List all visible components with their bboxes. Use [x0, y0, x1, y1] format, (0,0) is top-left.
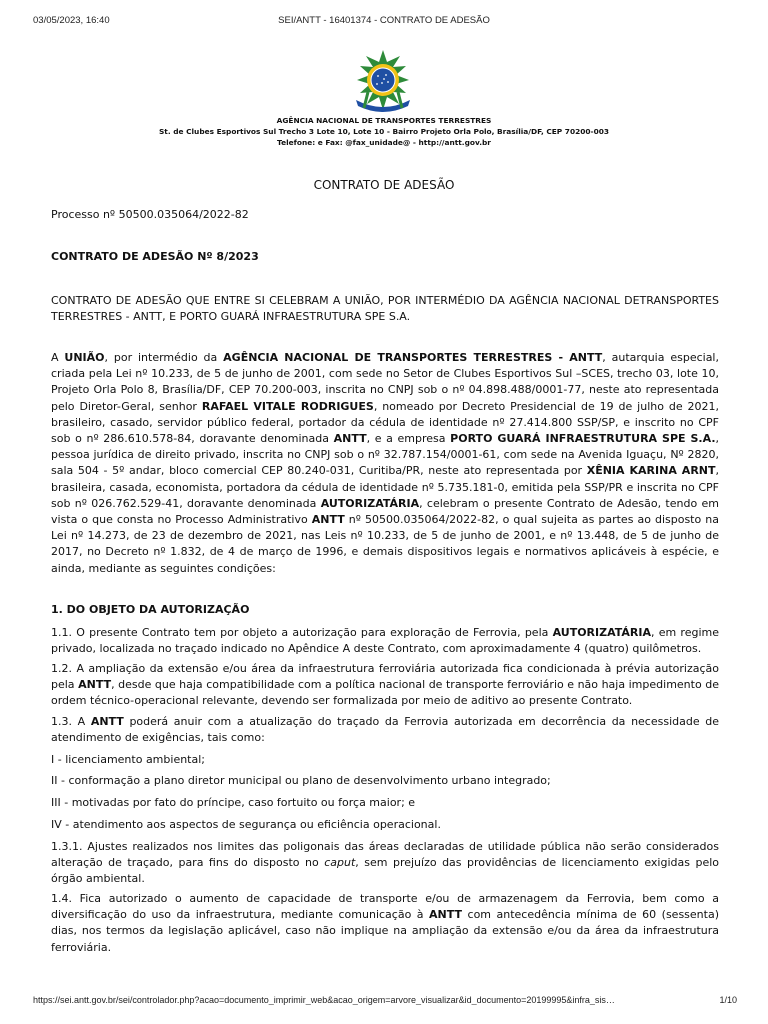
section-heading: 1. DO OBJETO DA AUTORIZAÇÃO — [51, 603, 250, 616]
clause-1-1: 1.1. O presente Contrato tem por objeto a autorização para exploração de Ferrovia, pela AUTORIZATÁRIA, em regime privado, localizada no traçado indicado no Apêndice A deste Contrato, com aproximadamente 4 (quatro) quilômetros. — [51, 626, 719, 656]
parties-paragraph: A UNIÃO, por intermédio da AGÊNCIA NACIONAL DE TRANSPORTES TERRESTRES - ANTT, autarquia especial, criada pela Lei nº 10.233, de 5 de junho de 2001, com sede no Setor de Clubes Esportivos Sul –SCES, trecho 03, lote 10, Projeto Orla Polo 8, Brasília/DF, CEP 70.200-003, inscrita no CNPJ sob o nº 04.898.488/0001-77, neste ato representada pelo Diretor-Geral, senhor RAFAEL VITALE RODRIGUES, nomeado por Decreto Presidencial de 19 de julho de 2021, brasileiro, casado, servidor público federal, portador da cédula de identidade nº 27.414.800 SSP/SP, e inscrito no CPF sob o nº 286.610.578-84, doravante denominada ANTT, e a empresa PORTO GUARÁ INFRAESTRUTURA SPE S.A., pessoa jurídica de direito privado, inscrita no CNPJ sob o nº 32.787.154/0001-61, com sede na Avenida Iguaçu, Nº 2820, sala 504 - 5º andar, bloco comercial CEP 80.240-031, Curitiba/PR, neste ato representada por XÊNIA KARINA ARNT, brasileira, casada, economista, portadora da cédula de identidade nº 5.735.181-0, emitida pela SSP/PR e inscrita no CPF sob nº 026.762.529-41, doravante denominada AUTORIZATÁRIA, celebram o presente Contrato de Adesão, tendo em vista o que consta no Processo Administrativo ANTT nº 50500.035064/2022-82, o qual sujeita as partes ao disposto na Lei nº 14.273, de 23 de dezembro de 2021, nas Leis nº 10.233, de 5 de junho de 2001, e nº 13.448, de 5 de junho de 2017, no Decreto nº 1.832, de 4 de março de 1996, e demais dispositivos legais e normativos aplicáveis à espécie, e ainda, mediante as seguintes condições: — [51, 351, 720, 575]
document-title: CONTRATO DE ADESÃO — [313, 178, 455, 192]
contract-preamble: CONTRATO DE ADESÃO QUE ENTRE SI CELEBRAM A UNIÃO, POR INTERMÉDIO DA AGÊNCIA NACIONAL DETRANSPORTES TERRESTRES - ANTT, E PORTO GUARÁ INFRAESTRUTURA SPE S.A. — [51, 294, 719, 324]
agency-contact: Telefone: e Fax: @fax_unidade@ - http://antt.gov.br — [277, 138, 491, 147]
list-item: II - conformação a plano diretor municipal ou plano de desenvolvimento urbano integrado; — [51, 774, 551, 787]
list-item: IV - atendimento aos aspectos de segurança ou eficiência operacional. — [51, 818, 441, 831]
clause-1-3-1: 1.3.1. Ajustes realizados nos limites das poligonais das áreas declaradas de utilidade pública não serão considerados alteração de traçado, para fins do disposto no caput, sem prejuízo das providências de licenciamento exigidas pelo órgão ambiental. — [51, 840, 719, 886]
print-footer-url: https://sei.antt.gov.br/sei/controlador.php?acao=documento_imprimir_web&acao_origem=arvore_visualizar&id_documento=20199995&infra_sis… — [33, 995, 615, 1005]
print-header-title: SEI/ANTT - 16401374 - CONTRATO DE ADESÃO — [278, 15, 490, 26]
agency-name: AGÊNCIA NACIONAL DE TRANSPORTES TERRESTRES — [276, 116, 492, 125]
brasao-emblem-icon — [346, 48, 420, 118]
agency-address: St. de Clubes Esportivos Sul Trecho 3 Lote 10, Lote 10 - Bairro Projeto Orla Polo, Brasília/DF, CEP 70200-003 — [158, 127, 610, 136]
list-item: I - licenciamento ambiental; — [51, 753, 205, 766]
contract-number: CONTRATO DE ADESÃO Nº 8/2023 — [51, 250, 259, 263]
list-item: III - motivadas por fato do príncipe, caso fortuito ou força maior; e — [51, 796, 416, 809]
page-number: 1/10 — [719, 995, 737, 1005]
clause-1-2: 1.2. A ampliação da extensão e/ou área da infraestrutura ferroviária autorizada fica condicionada à prévia autorização pela ANTT, desde que haja compatibilidade com a política nacional de transporte ferroviário e não haja impedimento de ordem técnico-operacional relevante, devendo ser formalizada por meio de aditivo ao presente Contrato. — [51, 662, 719, 708]
clause-1-3: 1.3. A ANTT poderá anuir com a atualização do traçado da Ferrovia autorizada em decorrência da necessidade de atendimento de exigências, tais como: — [51, 715, 720, 745]
clause-1-4: 1.4. Fica autorizado o aumento de capacidade de transporte e/ou de armazenagem da Ferrovia, bem como a diversificação do uso da infraestrutura, mediante comunicação à ANTT com antecedência mínima de 60 (sessenta) dias, nos termos da legislação aplicável, caso não implique na ampliação da extensão e/ou da área da infraestrutura ferroviária. — [51, 892, 719, 954]
print-datetime: 03/05/2023, 16:40 — [33, 15, 110, 26]
processo-number: Processo nº 50500.035064/2022-82 — [51, 208, 249, 221]
